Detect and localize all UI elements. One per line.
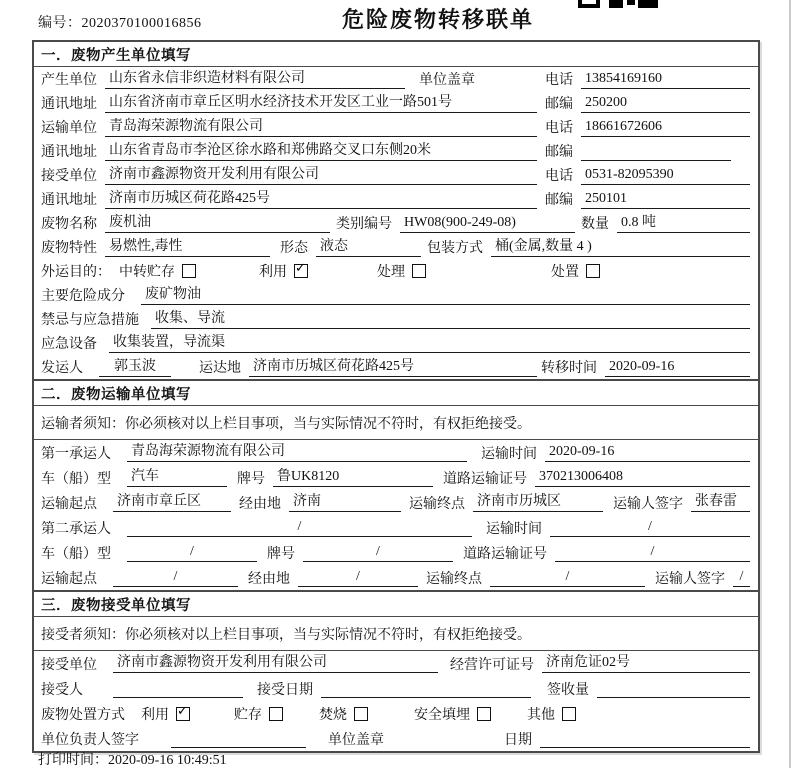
spacer xyxy=(91,367,99,368)
field-label: 接受日期 xyxy=(257,682,313,698)
field-value xyxy=(171,729,306,748)
spacer xyxy=(238,577,248,578)
field-value: 2020-09-16 xyxy=(605,358,750,377)
spacer xyxy=(537,103,545,104)
checkbox-unchecked-icon xyxy=(586,264,600,278)
checkbox-checked-icon xyxy=(294,264,308,278)
field-value: / xyxy=(127,543,257,562)
field-label: 运输人签字 xyxy=(655,571,725,587)
spacer xyxy=(537,151,545,152)
spacer xyxy=(368,713,414,714)
field-value: 济南市鑫源物资开发利用有限公司 xyxy=(105,166,537,185)
field-label: 车（船）型 xyxy=(41,546,111,562)
field-label: 单位负责人签字 xyxy=(41,732,139,748)
qr-block-icon xyxy=(638,0,658,8)
row-transfer-purpose xyxy=(34,259,758,283)
field-label: 经由地 xyxy=(239,496,281,512)
static-text: 单位盖章 xyxy=(419,73,475,88)
row-waste-name xyxy=(34,211,758,235)
field-label: 第一承运人 xyxy=(41,446,111,462)
spacer xyxy=(308,271,377,272)
field-label: 通讯地址 xyxy=(41,193,97,208)
field-value: 废机油 xyxy=(105,214,330,233)
section-2 xyxy=(34,379,758,590)
spacer xyxy=(537,199,545,200)
field-value xyxy=(540,729,750,748)
field-label: 类别编号 xyxy=(336,217,392,232)
row-first-carrier xyxy=(34,440,758,465)
field-label: 运输起点 xyxy=(41,571,97,587)
spacer xyxy=(257,552,267,553)
spacer xyxy=(119,527,127,528)
spacer xyxy=(119,452,127,453)
field-label: 产生单位 xyxy=(41,73,97,88)
checkbox-label: 焚烧 xyxy=(319,707,347,723)
field-value: 易燃性,毒性 xyxy=(105,238,270,257)
row-receiver-person xyxy=(34,676,758,701)
checkbox-option xyxy=(141,704,190,724)
checkbox-unchecked-icon xyxy=(182,264,196,278)
checkbox-label: 中转贮存 xyxy=(119,265,175,280)
row-transporter-unit xyxy=(34,115,758,139)
field-value: 桶(金属,数量 4 ) xyxy=(491,238,750,257)
field-value: 济南市历城区荷花路425号 xyxy=(249,358,537,377)
checkbox-label: 安全填埋 xyxy=(414,707,470,723)
spacer xyxy=(645,577,655,578)
spacer xyxy=(105,663,113,664)
spacer xyxy=(453,552,463,553)
page-title: 危险废物转移联单 xyxy=(342,7,535,32)
field-value: 郭玉波 xyxy=(99,358,171,377)
field-value: 鲁UK8120 xyxy=(273,468,433,487)
document-number xyxy=(38,12,202,32)
field-value: / xyxy=(127,518,472,537)
field-value: 山东省济南市章丘区明水经济技术开发区工业一路501号 xyxy=(105,94,537,113)
checkbox-option xyxy=(414,704,491,724)
spacer xyxy=(475,79,545,80)
field-value: 2020-09-16 xyxy=(545,443,750,462)
field-value: 济南市历城区 xyxy=(473,493,603,512)
field-label: 电话 xyxy=(545,121,573,136)
field-label: 废物处置方式 xyxy=(41,707,125,723)
spacer xyxy=(119,477,127,478)
row-producer-address xyxy=(34,91,758,115)
transfer-form xyxy=(32,40,760,753)
field-value: 济南危证02号 xyxy=(542,654,750,673)
field-label: 接受单位 xyxy=(41,169,97,184)
row-disposal-method xyxy=(34,701,758,726)
qr-code-fragment xyxy=(578,0,658,8)
checkbox-label: 利用 xyxy=(259,265,287,280)
checkbox-option xyxy=(527,704,576,724)
field-label: 主要危险成分 xyxy=(41,289,125,304)
spacer xyxy=(438,663,450,664)
field-label: 接受单位 xyxy=(41,657,97,673)
field-value: 青岛海荣源物流有限公司 xyxy=(105,118,537,137)
row-vehicle-1 xyxy=(34,465,758,490)
field-value: / xyxy=(550,518,750,537)
row-receiving-unit xyxy=(34,651,758,676)
field-label: 接受人 xyxy=(41,682,83,698)
field-label: 签收量 xyxy=(547,682,589,698)
checkbox-option xyxy=(119,261,196,281)
spacer xyxy=(467,452,481,453)
qr-finder-icon xyxy=(578,0,600,8)
field-value: 汽车 xyxy=(127,468,227,487)
field-label: 包装方式 xyxy=(427,241,483,256)
field-label: 电话 xyxy=(545,73,573,88)
field-value xyxy=(597,679,750,698)
field-label: 牌号 xyxy=(237,471,265,487)
spacer xyxy=(171,367,199,368)
spacer xyxy=(433,477,443,478)
field-value: 济南市鑫源物资开发利用有限公司 xyxy=(113,654,438,673)
field-value: 青岛海荣源物流有限公司 xyxy=(127,443,467,462)
row-route-1 xyxy=(34,490,758,515)
field-label: 运输时间 xyxy=(481,446,537,462)
field-value: / xyxy=(303,543,453,562)
field-label: 运输时间 xyxy=(486,521,542,537)
field-value: 370213006408 xyxy=(535,468,750,487)
spacer xyxy=(426,271,551,272)
section-1 xyxy=(34,42,758,379)
spacer xyxy=(190,713,234,714)
spacer xyxy=(401,502,409,503)
field-value: 13854169160 xyxy=(581,70,750,89)
section-3 xyxy=(34,590,758,751)
spacer xyxy=(537,175,545,176)
checkbox-label: 其他 xyxy=(527,707,555,723)
row-vehicle-2 xyxy=(34,540,758,565)
spacer xyxy=(472,527,486,528)
spacer xyxy=(196,271,259,272)
row-second-carrier xyxy=(34,515,758,540)
spacer xyxy=(270,247,280,248)
page-edge-divider xyxy=(789,0,791,768)
checkbox-unchecked-icon xyxy=(354,707,368,721)
field-label: 运输人签字 xyxy=(613,496,683,512)
field-label: 电话 xyxy=(545,169,573,184)
field-value: 收集、导流 xyxy=(151,310,750,329)
checkbox-label: 处理 xyxy=(377,265,405,280)
checkbox-label: 贮存 xyxy=(234,707,262,723)
qr-block-icon xyxy=(609,0,623,8)
row-consignor xyxy=(34,355,758,379)
spacer xyxy=(537,127,545,128)
spacer xyxy=(531,688,547,689)
field-value: HW08(900-249-08) xyxy=(400,214,575,233)
field-value: 山东省青岛市李沧区徐水路和郑佛路交叉口东侧20米 xyxy=(105,142,537,161)
field-label: 运达地 xyxy=(199,361,241,376)
field-value: / xyxy=(113,568,238,587)
spacer xyxy=(147,738,171,739)
static-text: 单位盖章 xyxy=(328,732,384,748)
section-title: 一．废物产生单位填写 xyxy=(34,42,758,67)
field-value: 0531-82095390 xyxy=(581,166,750,185)
spacer xyxy=(405,79,419,80)
spacer xyxy=(243,688,257,689)
field-label: 外运目的： xyxy=(41,265,111,280)
field-label: 转移时间 xyxy=(541,361,597,376)
checkbox-unchecked-icon xyxy=(562,707,576,721)
row-emergency-equipment xyxy=(34,331,758,355)
field-label: 车（船）型 xyxy=(41,471,111,487)
spacer xyxy=(384,738,504,739)
field-label: 运输终点 xyxy=(409,496,465,512)
field-label: 通讯地址 xyxy=(41,145,97,160)
print-time-value: 2020-09-16 10:49:51 xyxy=(108,753,227,768)
spacer xyxy=(133,295,141,296)
field-label: 废物特性 xyxy=(41,241,97,256)
field-value: 济南 xyxy=(289,493,401,512)
field-label: 发运人 xyxy=(41,361,83,376)
field-value xyxy=(581,142,731,161)
document-number-value: 2020370100016856 xyxy=(81,16,202,31)
checkbox-option xyxy=(377,261,426,281)
field-label: 道路运输证号 xyxy=(443,471,527,487)
checkbox-checked-icon xyxy=(176,707,190,721)
field-value: 液态 xyxy=(316,238,421,257)
field-label: 邮编 xyxy=(545,193,573,208)
row-receiver-address xyxy=(34,187,758,211)
field-label: 经营许可证号 xyxy=(450,657,534,673)
spacer xyxy=(119,552,127,553)
field-label: 运输起点 xyxy=(41,496,97,512)
spacer xyxy=(231,502,239,503)
field-value: / xyxy=(298,568,418,587)
field-label: 数量 xyxy=(581,217,609,232)
field-value: 山东省永信非织造材料有限公司 xyxy=(105,70,405,89)
checkbox-label: 处置 xyxy=(551,265,579,280)
spacer xyxy=(133,713,141,714)
field-value: 济南市历城区荷花路425号 xyxy=(105,190,537,209)
checkbox-option xyxy=(319,704,368,724)
row-receiver-unit xyxy=(34,163,758,187)
qr-block-icon xyxy=(627,0,635,5)
print-time xyxy=(38,749,227,769)
field-label: 通讯地址 xyxy=(41,97,97,112)
row-route-2 xyxy=(34,565,758,590)
spacer xyxy=(105,577,113,578)
field-label: 牌号 xyxy=(267,546,295,562)
spacer xyxy=(91,688,113,689)
field-label: 废物名称 xyxy=(41,217,97,232)
row-transporter-address xyxy=(34,139,758,163)
field-value: / xyxy=(555,543,750,562)
field-value: 张春雷 xyxy=(691,493,750,512)
checkbox-unchecked-icon xyxy=(269,707,283,721)
row-emergency-measures xyxy=(34,307,758,331)
spacer xyxy=(283,713,319,714)
section-title: 二．废物运输单位填写 xyxy=(34,381,758,406)
checkbox-unchecked-icon xyxy=(477,707,491,721)
spacer xyxy=(227,477,237,478)
field-value: / xyxy=(733,568,750,587)
print-time-label: 打印时间： xyxy=(38,753,108,768)
checkbox-label: 利用 xyxy=(141,707,169,723)
field-value: 250101 xyxy=(581,190,750,209)
field-value xyxy=(321,679,531,698)
spacer xyxy=(306,738,328,739)
field-label: 应急设备 xyxy=(41,337,97,352)
field-label: 运输终点 xyxy=(426,571,482,587)
spacer xyxy=(491,713,527,714)
field-value: / xyxy=(490,568,645,587)
row-main-hazard xyxy=(34,283,758,307)
field-label: 运输单位 xyxy=(41,121,97,136)
field-value xyxy=(113,679,243,698)
field-label: 道路运输证号 xyxy=(463,546,547,562)
section-note: 运输者须知：你必须核对以上栏目事项，当与实际情况不符时，有权拒绝接受。 xyxy=(34,406,758,440)
field-label: 邮编 xyxy=(545,97,573,112)
field-label: 第二承运人 xyxy=(41,521,111,537)
field-value: 废矿物油 xyxy=(141,286,750,305)
field-label: 禁忌与应急措施 xyxy=(41,313,139,328)
field-value: 250200 xyxy=(581,94,750,113)
row-producer-unit xyxy=(34,67,758,91)
field-value: 18661672606 xyxy=(581,118,750,137)
field-label: 经由地 xyxy=(248,571,290,587)
field-value: 收集装置，导流渠 xyxy=(109,334,750,353)
spacer xyxy=(105,502,113,503)
section-title: 三．废物接受单位填写 xyxy=(34,592,758,617)
checkbox-option xyxy=(551,261,600,281)
row-waste-traits xyxy=(34,235,758,259)
section-note: 接受者须知：你必须核对以上栏目事项，当与实际情况不符时，有权拒绝接受。 xyxy=(34,617,758,651)
checkbox-unchecked-icon xyxy=(412,264,426,278)
document-number-label: 编号： xyxy=(38,16,82,31)
spacer xyxy=(418,577,426,578)
field-label: 日期 xyxy=(504,732,532,748)
field-value: 0.8 吨 xyxy=(617,214,750,233)
field-value: 济南市章丘区 xyxy=(113,493,231,512)
field-label: 邮编 xyxy=(545,145,573,160)
spacer xyxy=(603,502,613,503)
row-responsible-signature xyxy=(34,726,758,751)
checkbox-option xyxy=(234,704,283,724)
checkbox-option xyxy=(259,261,308,281)
field-label: 形态 xyxy=(280,241,308,256)
